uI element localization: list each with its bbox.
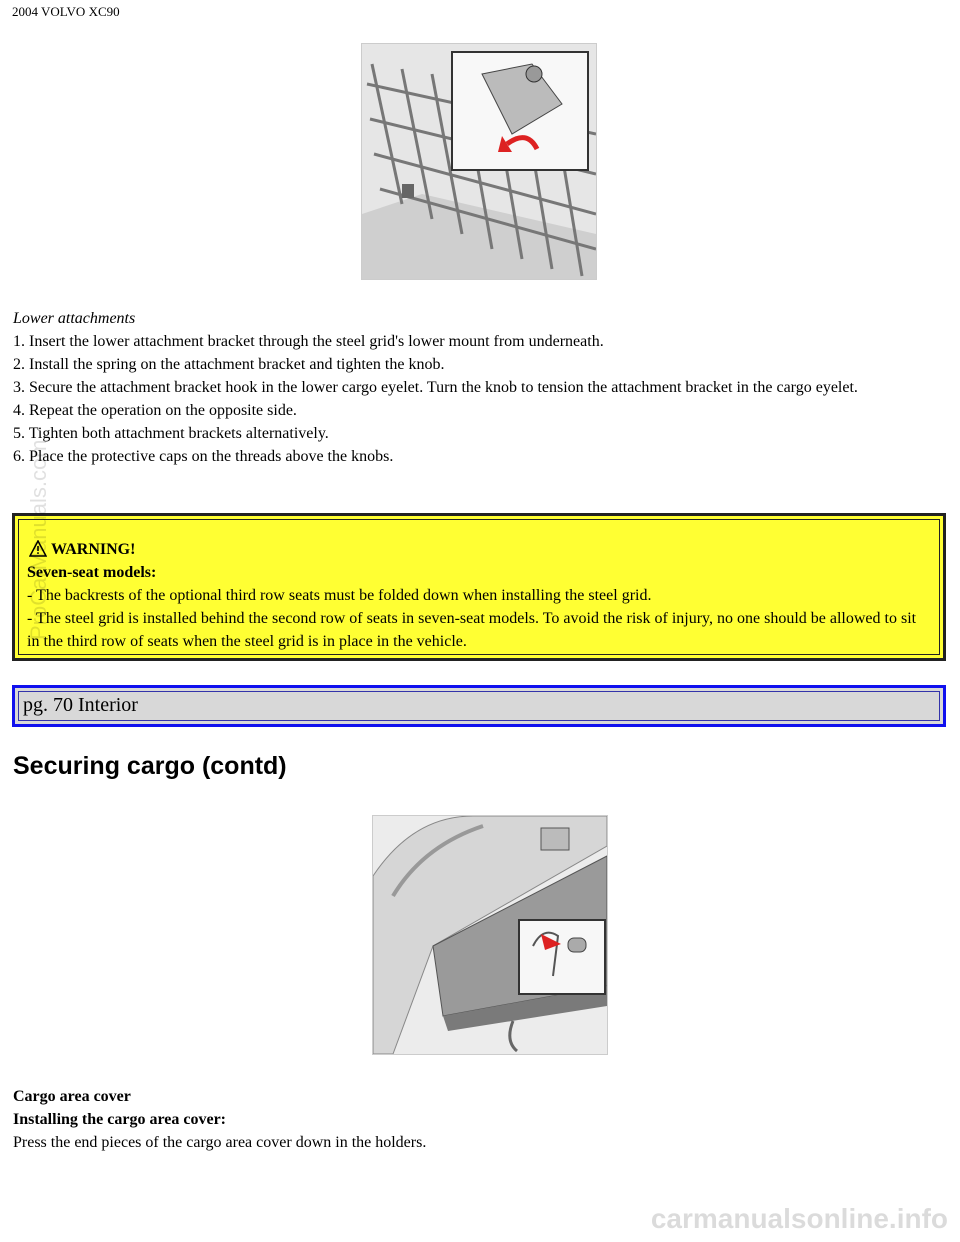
instruction-step-4: 4. Repeat the operation on the opposite side. <box>13 402 297 419</box>
warning-content <box>18 519 940 655</box>
instruction-step-2: 2. Install the spring on the attachment bracket and tighten the knob. <box>13 356 445 373</box>
cargo-text: Press the end pieces of the cargo area cover down in the holders. <box>13 1134 427 1151</box>
warning-line-2: - The steel grid is installed behind the second row of seats in seven-seat models. To avoid the risk of injury, no one should be allowed to sit in the third row of seats when the steel grid is in place in the vehicle. <box>27 610 917 650</box>
warning-subtitle: Seven-seat models: <box>27 564 157 581</box>
steel-grid-attachment-illustration <box>361 43 597 280</box>
document-header-title: 2004 VOLVO XC90 <box>12 4 120 19</box>
page-section-label: pg. 70 Interior <box>18 691 940 721</box>
steel-grid-drawing <box>362 44 596 279</box>
instruction-step-1: 1. Insert the lower attachment bracket through the steel grid's lower mount from underneath. <box>13 333 604 350</box>
instruction-step-3: 3. Secure the attachment bracket hook in the lower cargo eyelet. Turn the knob to tension the attachment bracket in the cargo eyelet. <box>13 379 858 396</box>
cargo-cover-drawing <box>373 816 607 1054</box>
warning-title: WARNING! <box>51 541 136 558</box>
instruction-step-6: 6. Place the protective caps on the threads above the knobs. <box>13 448 394 465</box>
cargo-title: Cargo area cover <box>13 1088 131 1105</box>
cargo-area-cover-section <box>13 1085 943 1154</box>
cargo-subtitle: Installing the cargo area cover: <box>13 1111 226 1128</box>
lower-attachments-instructions <box>13 307 943 468</box>
figure-caption: Lower attachments <box>13 310 136 327</box>
section-heading: Securing cargo (contd) <box>13 752 287 780</box>
page-section-bar <box>12 685 946 727</box>
instruction-step-5: 5. Tighten both attachment brackets alternatively. <box>13 425 329 442</box>
cargo-area-cover-illustration <box>372 815 608 1055</box>
warning-line-1: - The backrests of the optional third row seats must be folded down when installing the steel grid. <box>27 587 652 604</box>
warning-title-row <box>27 538 931 561</box>
warning-box <box>12 513 946 661</box>
side-watermark <box>19 439 59 647</box>
side-watermark-text: ProCarManuals.com <box>26 439 51 640</box>
bottom-watermark: carmanualsonline.info <box>650 1203 948 1234</box>
